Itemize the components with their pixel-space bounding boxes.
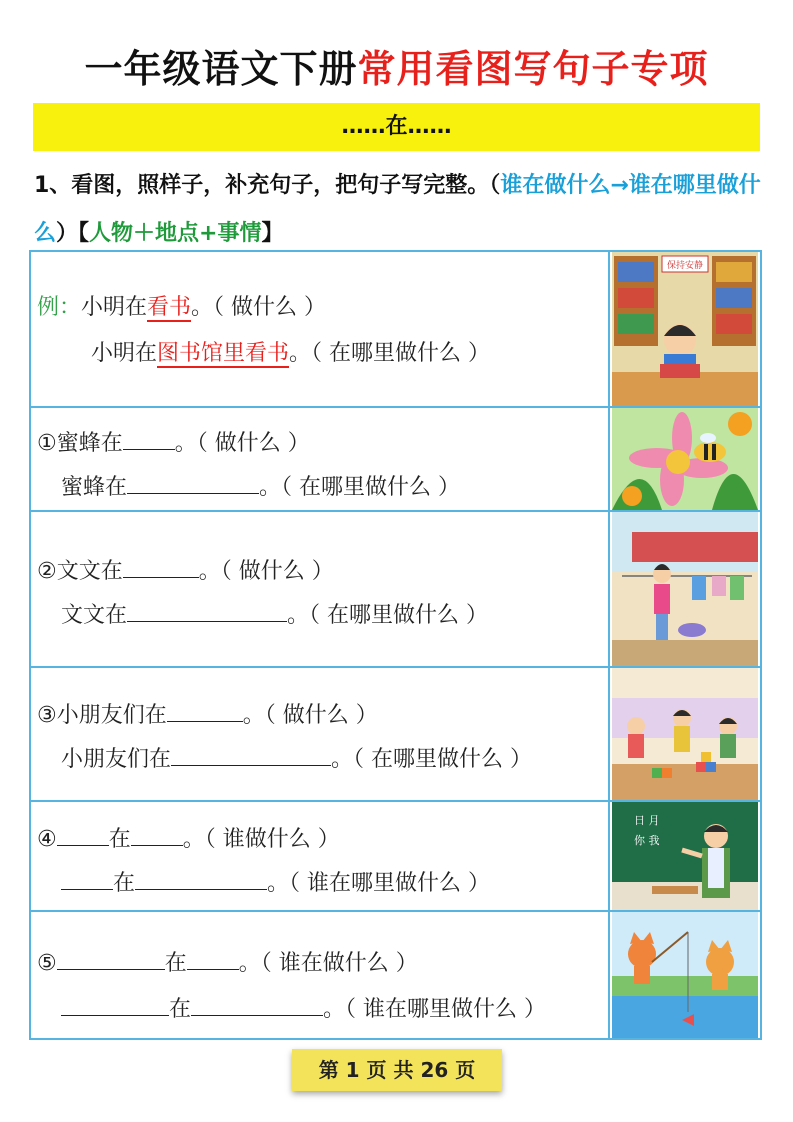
exercise-item-4 xyxy=(31,802,760,912)
answer-blank[interactable] xyxy=(191,997,323,1016)
item-5-line-2: 在 。（ 谁在哪里做什么 ） xyxy=(61,992,546,1023)
item-4-line-2: 在 。（ 谁在哪里做什么 ） xyxy=(61,866,490,897)
laundry-illustration xyxy=(612,512,758,666)
page-title: 一年级语文下册常用看图写句子专项 xyxy=(84,47,709,91)
answer-blank[interactable] xyxy=(61,871,113,890)
svg-text:保持安静: 保持安静 xyxy=(666,261,704,271)
teacher-picture xyxy=(612,802,758,910)
answer-blank[interactable] xyxy=(171,747,331,766)
teacher-blackboard-illustration xyxy=(612,802,758,910)
library-picture xyxy=(612,252,758,406)
svg-text:你 我: 你 我 xyxy=(634,834,660,847)
bee-picture xyxy=(612,408,758,510)
item-2-line-2: 文文在 。（ 在哪里做什么 ） xyxy=(61,603,489,628)
exercise-item-2 xyxy=(31,512,760,668)
exercise-item-1 xyxy=(31,408,760,512)
page-number: 第 1 页 共 26 页 xyxy=(292,1049,502,1091)
item-1-line-2: 蜜蜂在 。（ 在哪里做什么 ） xyxy=(61,475,461,500)
exercise-item-5 xyxy=(31,912,760,1038)
cats-fishing-picture xyxy=(612,912,758,1038)
laundry-picture xyxy=(612,512,758,666)
item-5-line-1: ⑤ 在 。（ 谁在做什么 ） xyxy=(37,951,418,976)
answer-blank[interactable] xyxy=(57,827,109,846)
answer-blank[interactable] xyxy=(123,559,199,578)
answer-blank[interactable] xyxy=(57,951,165,970)
exercise-item-3 xyxy=(31,668,760,802)
example-line-1: 例：小明在看书。（ 做什么 ） xyxy=(37,295,327,320)
item-1-line-1: ①蜜蜂在 。（ 做什么 ） xyxy=(37,431,310,456)
kids-blocks-illustration xyxy=(612,668,758,800)
cats-fishing-illustration xyxy=(612,912,758,1038)
answer-blank[interactable] xyxy=(167,703,243,722)
item-3-line-1: ③小朋友们在 。（ 做什么 ） xyxy=(37,703,378,728)
answer-blank[interactable] xyxy=(131,827,183,846)
instruction: 1、看图，照样子，补充句子，把句子写完整。（谁在做什么→谁在哪里做什么）【人物＋地点+事情】 xyxy=(34,173,761,246)
svg-text:日 月: 日 月 xyxy=(634,814,660,827)
answer-blank[interactable] xyxy=(61,997,169,1016)
item-2-line-1: ②文文在 。（ 做什么 ） xyxy=(37,559,334,584)
example-line-2: 小明在图书馆里看书。（ 在哪里做什么 ） xyxy=(91,341,491,366)
bee-flower-illustration xyxy=(612,408,758,510)
answer-blank[interactable] xyxy=(127,475,259,494)
answer-blank[interactable] xyxy=(127,603,287,622)
answer-blank[interactable] xyxy=(135,871,267,890)
library-illustration xyxy=(612,252,758,406)
kids-playing-picture xyxy=(612,668,758,800)
answer-blank[interactable] xyxy=(187,951,239,970)
example-row xyxy=(31,252,760,408)
item-4-line-1: ④ 在 。（ 谁做什么 ） xyxy=(37,827,340,852)
item-3-line-2: 小朋友们在 。（ 在哪里做什么 ） xyxy=(61,747,533,772)
exercise-sheet xyxy=(29,250,762,1040)
section-banner: ……在…… xyxy=(33,103,760,151)
answer-blank[interactable] xyxy=(123,431,175,450)
